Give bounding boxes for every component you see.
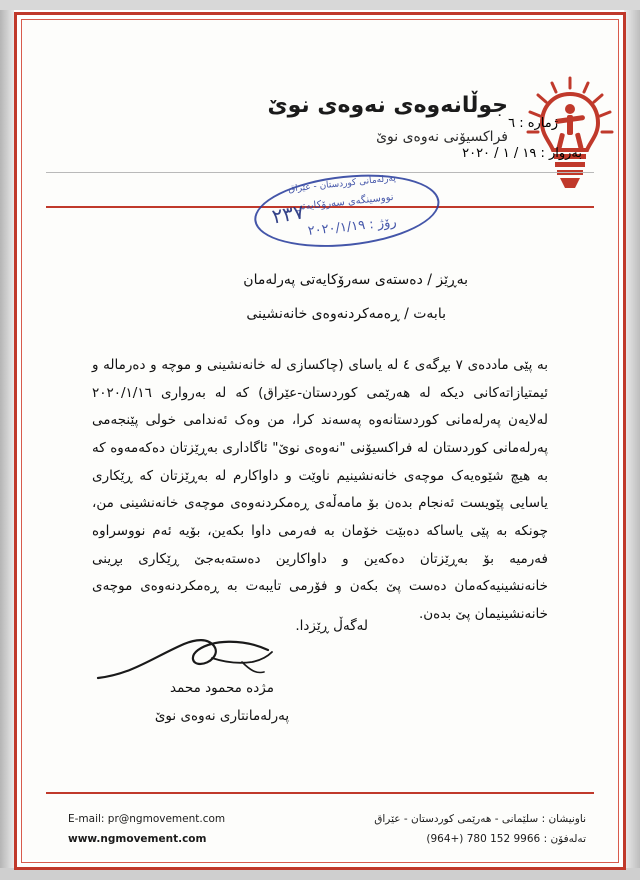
stamp-mid-text: نووسینگەی سەرۆکایەتی [293,191,395,214]
org-titles [267,92,508,146]
signer-name: مژدە محمود محمد [170,680,274,696]
stamp-top-text: پەرلەمانی کوردستان - عێراق [287,173,397,195]
stamp-handwriting: ٢٣٧ [270,199,306,229]
letter-date-value: ١٩ / ١ / ٢٠٢٠ [462,146,537,161]
meta-divider [46,172,594,173]
footer-email[interactable]: E-mail: pr@ngmovement.com [68,813,226,825]
subject-line: بابەت / ڕەمەکردنەوەی خانەنشینی [246,306,446,322]
footer-phone-label: تەلەفۆن : [543,832,586,845]
org-name: جوڵانەوەی نەوەی نوێ [267,93,508,118]
footer-address-label: ناونیشان : [541,813,586,825]
letter-date [462,146,582,161]
page-edge-right [624,0,640,880]
letter-closing: لەگەڵ ڕێزدا. [295,618,368,634]
reference-number-value: ٦ [508,116,516,131]
letter-body [92,352,548,629]
recipient-line: بەڕێز / دەستەی سەرۆکایەتی پەرلەمان [243,272,468,288]
signer-title: پەرلەمانتاری نەوەی نوێ [154,708,290,724]
page-edge-left [0,0,14,880]
footer-contact-right [374,810,586,850]
letter-paragraph: بە پێی ماددەی ٧ بڕگەی ٤ لە یاسای (چاکسازی لە خانەنشینی و موچە و دەرمالە و ئیمتیازاتەکانی دیکە لە هەرێمی کوردستان-عێراق) کە لە بەرواری ٢٠٢٠/١/١٦ لەلایەن پەرلەمانی کوردستانەوە پەسەند کرا، من وەک ئەندامی خولی پێنجەمی پەرلەمانی کوردستان لە فراکسیۆنی "نەوەی نوێ" ئاگاداری بەڕێزتان دەکەمەوە کە بە هیچ شێوەیەک موچەی خانەنشینیم ناوێت و داواکارم لە بەڕێزتان کە ڕێکاری یاسایی پێویست ئەنجام بدەن بۆ مامەڵەی ڕەمکردنەوەی موچەی خانەنشینی من، چونکە بە پێی یاساکە دەبێت خۆمان بە فەرمی داوا بکەین، بۆیە ئەم نووسراوە فەرمیە بۆ بەڕێزتان دەکەین و داواکارین دەستەبەجێ ڕێکاری بڕینی خانەنشینیەکەمان دەست پێ بکەن و فۆرمی تایبەت بە ڕەمکردنەوەی موچەی خانەنشینیمان پێ بدەن. [92,357,549,623]
reference-number [508,116,558,131]
letter-footer [46,804,594,858]
letter-sheet [22,20,618,860]
letter-date-label: بەروار : [540,146,582,161]
footer-website[interactable]: www.ngmovement.com [68,832,207,845]
footer-phone-value: (964+) 780 152 9966 [426,832,541,845]
org-subtitle: فراکسیۆنی نەوەی نوێ [376,128,508,145]
official-stamp [251,167,440,258]
lightbulb-torch-logo-icon [522,76,618,196]
footer-divider [46,792,594,794]
page-edge-top [0,0,640,10]
footer-address-value: سلێمانی - هەرێمی کوردستان - عێراق [374,813,539,825]
stamp-date: رۆژ : ٢٠٢٠/١/١٩ [307,214,398,239]
footer-contact-left [68,810,225,850]
footer-phone-row [374,830,586,850]
footer-address-row [374,810,586,830]
reference-number-label: ژمارە : [519,116,558,131]
